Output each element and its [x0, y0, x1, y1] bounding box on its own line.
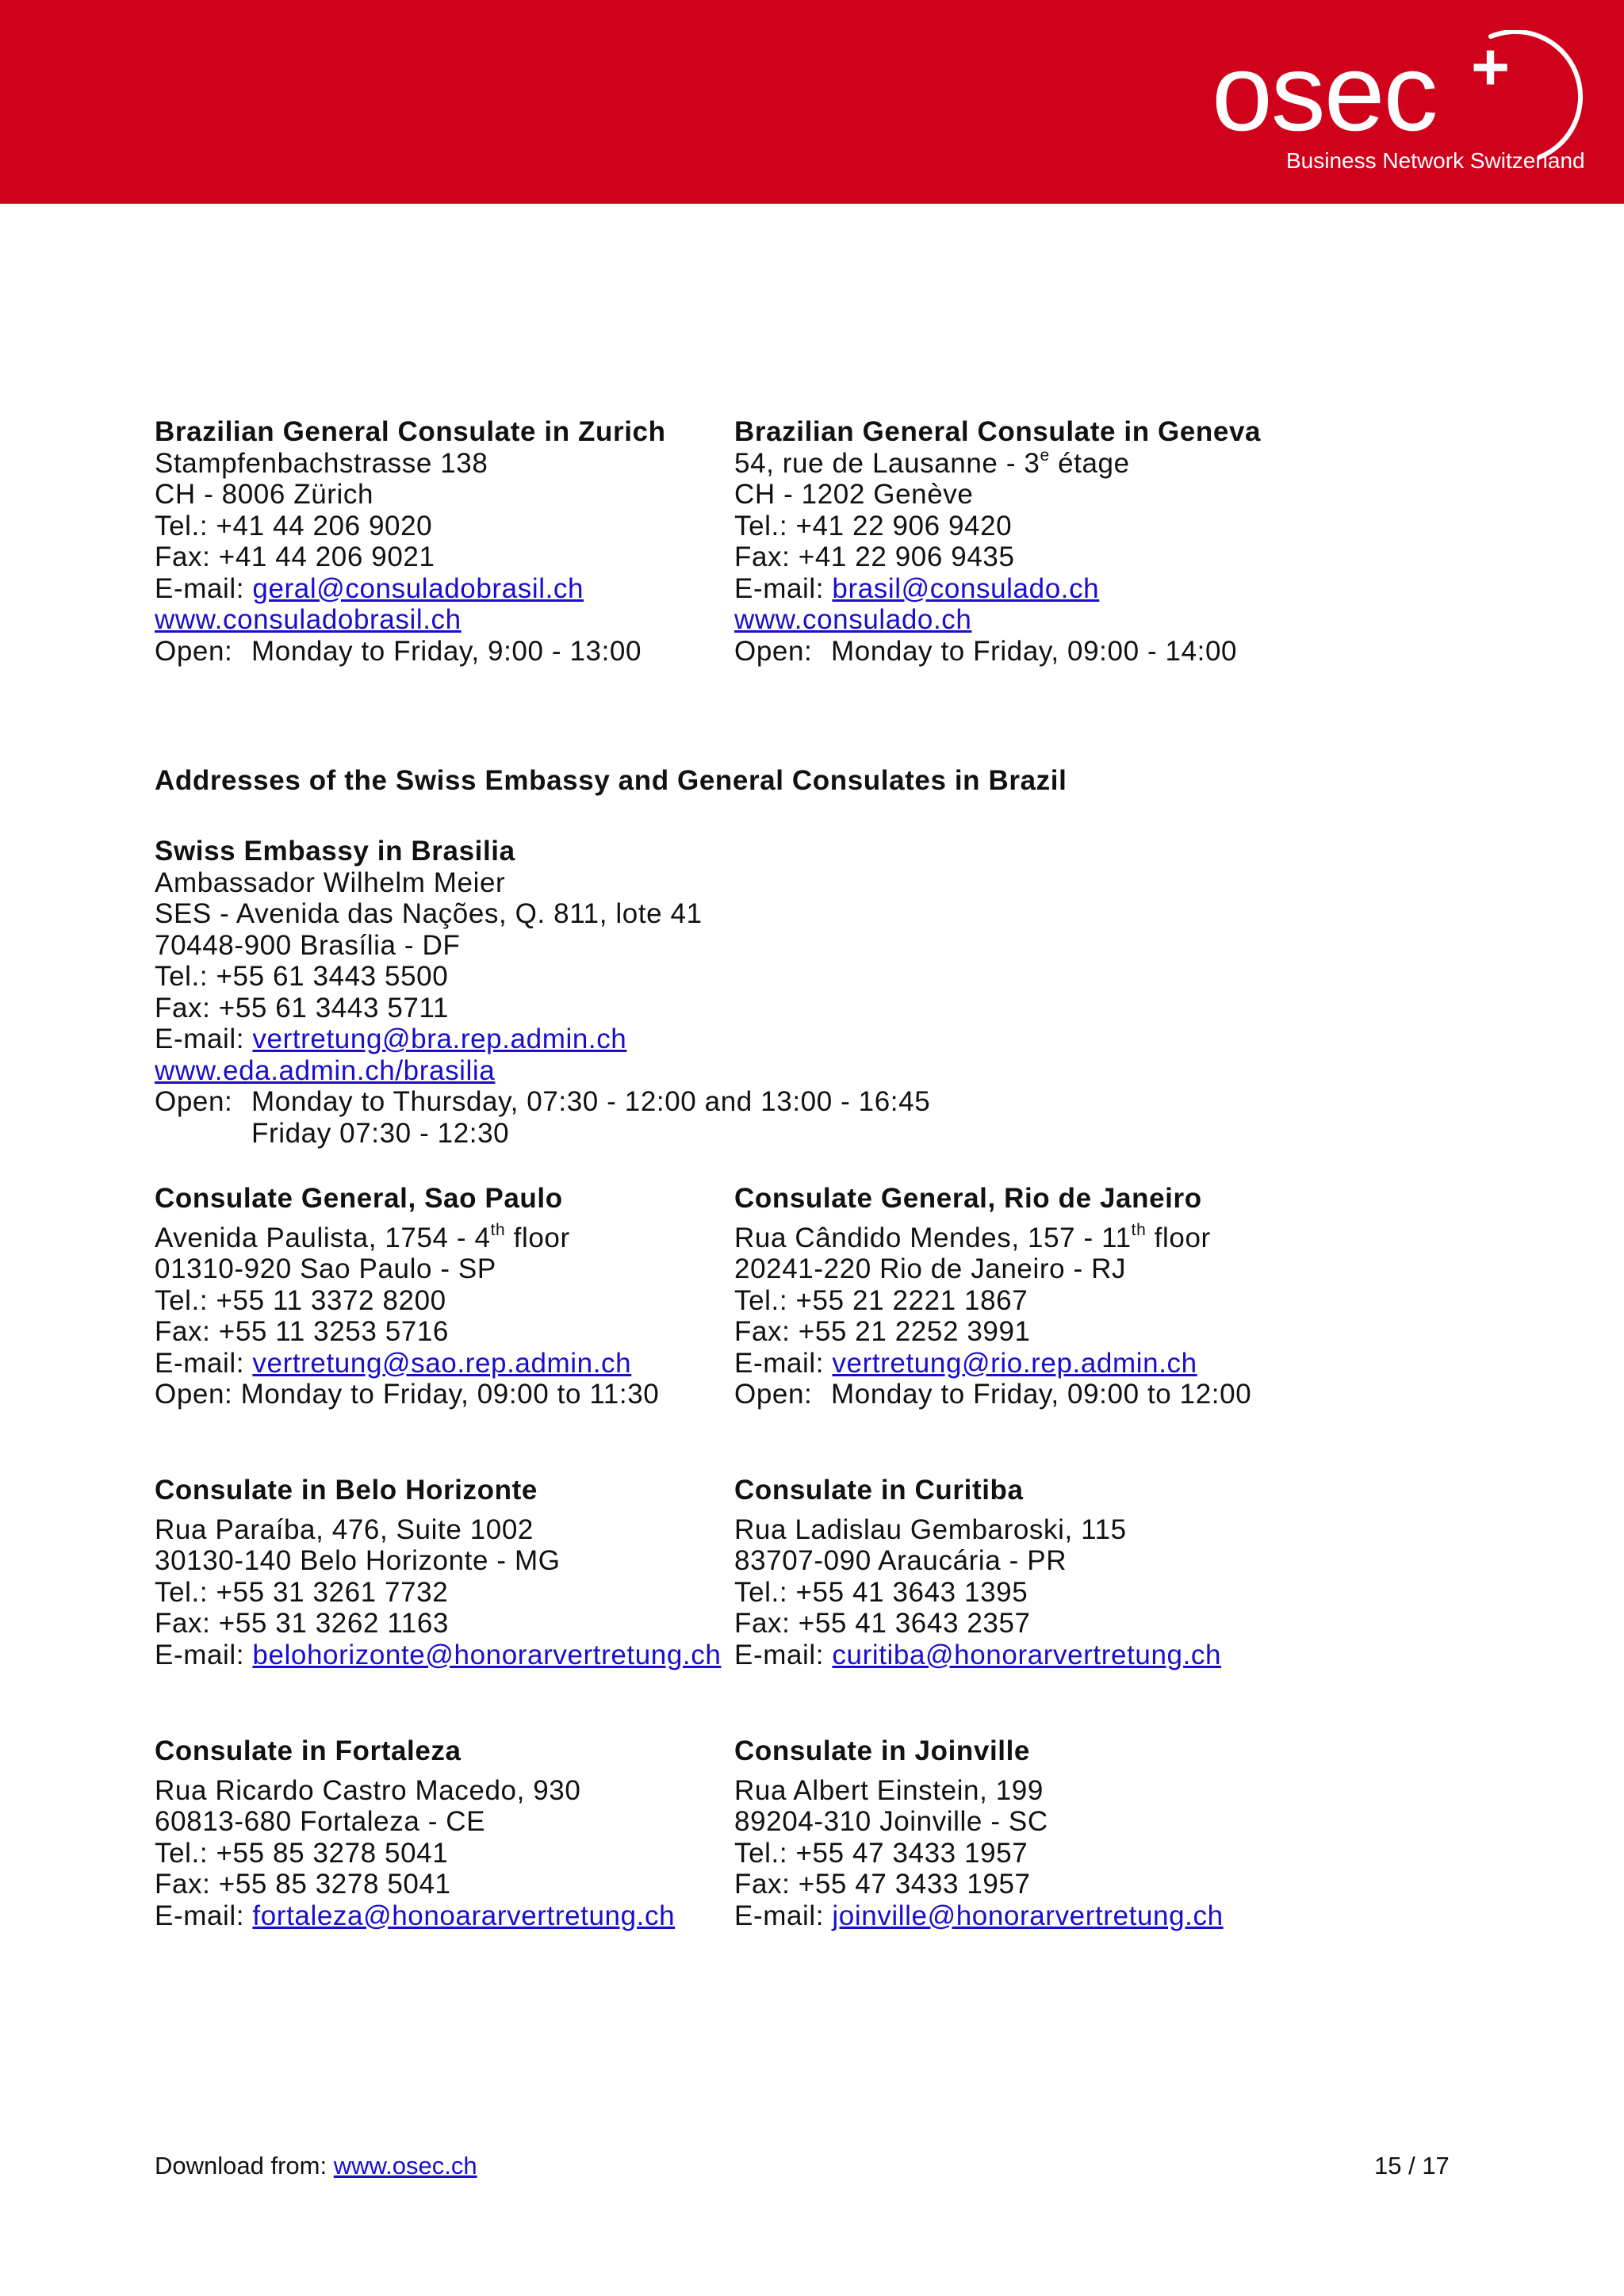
email-link[interactable]: geral@consuladobrasil.ch — [252, 572, 584, 604]
email-row — [155, 1900, 675, 1932]
email-row — [155, 573, 666, 605]
city: 20241-220 Rio de Janeiro - RJ — [734, 1253, 1127, 1284]
consulate-sao-paulo — [155, 1183, 659, 1410]
email-label: E-mail: — [734, 1347, 833, 1379]
open-row — [734, 1379, 1251, 1410]
tel: Tel.: +55 61 3443 5500 — [155, 961, 449, 992]
consulate-title: Brazilian General Consulate in Geneva — [734, 416, 1262, 447]
email-label: E-mail: — [155, 1639, 253, 1670]
fax: Fax: +55 11 3253 5716 — [155, 1316, 449, 1347]
open-row — [734, 636, 1261, 668]
embassy-brasilia — [155, 836, 930, 1149]
street: Rua Albert Einstein, 199 — [734, 1774, 1044, 1806]
consulate-title: Consulate in Belo Horizonte — [155, 1475, 538, 1506]
email-label: E-mail: — [155, 1347, 253, 1379]
street: 54, rue de Lausanne - 3e étage — [734, 446, 1130, 479]
city: 89204-310 Joinville - SC — [734, 1806, 1048, 1837]
consulate-title: Brazilian General Consulate in Zurich — [155, 416, 666, 447]
consulate-title: Consulate in Fortaleza — [155, 1735, 462, 1766]
email-row — [155, 1024, 930, 1055]
open-label: Open: — [155, 635, 233, 667]
email-link[interactable]: vertretung@rio.rep.admin.ch — [832, 1347, 1197, 1379]
section-title: Addresses of the Swiss Embassy and General Consulates in Brazil — [155, 765, 1067, 796]
website-link[interactable]: www.consuladobrasil.ch — [155, 604, 462, 635]
fax: Fax: +55 41 3643 2357 — [734, 1608, 1031, 1639]
fax: Fax: +55 47 3433 1957 — [734, 1869, 1031, 1900]
street: SES - Avenida das Nações, Q. 811, lote 41 — [155, 898, 703, 929]
fax: Fax: +55 61 3443 5711 — [155, 992, 449, 1024]
consulate-title: Consulate General, Rio de Janeiro — [734, 1183, 1202, 1214]
open-hours-friday: Friday 07:30 - 12:30 — [251, 1117, 510, 1149]
consulate-rio — [734, 1183, 1251, 1410]
open-line: Open: Monday to Friday, 09:00 to 11:30 — [155, 1379, 660, 1410]
consulate-zurich — [155, 416, 666, 667]
tel: Tel.: +41 22 906 9420 — [734, 510, 1013, 541]
email-label: E-mail: — [734, 1639, 833, 1670]
city: CH - 8006 Zürich — [155, 479, 374, 510]
logo-wordmark: osec — [1212, 32, 1437, 154]
email-label: E-mail: — [155, 572, 253, 604]
street: Avenida Paulista, 1754 - 4th floor — [155, 1220, 570, 1253]
email-row — [734, 1348, 1251, 1380]
open-hours: Monday to Friday, 09:00 to 12:00 — [831, 1379, 1252, 1410]
tel: Tel.: +55 85 3278 5041 — [155, 1837, 449, 1869]
open-label: Open: — [155, 1086, 233, 1117]
tel: Tel.: +55 21 2221 1867 — [734, 1284, 1028, 1316]
page-number: 15 / 17 — [1374, 2152, 1450, 2179]
consulate-joinville — [734, 1735, 1224, 1931]
email-link[interactable]: vertretung@sao.rep.admin.ch — [252, 1347, 632, 1379]
email-link[interactable]: vertretung@bra.rep.admin.ch — [252, 1024, 627, 1054]
header-banner — [0, 0, 1624, 204]
download-label: Download from: — [155, 2152, 334, 2179]
email-link[interactable]: fortaleza@honoararvertretung.ch — [252, 1900, 676, 1931]
fax: Fax: +55 31 3262 1163 — [155, 1608, 449, 1639]
email-link[interactable]: curitiba@honorarvertretung.ch — [832, 1639, 1222, 1670]
city: 60813-680 Fortaleza - CE — [155, 1806, 486, 1837]
tel: Tel.: +55 31 3261 7732 — [155, 1576, 449, 1608]
email-link[interactable]: belohorizonte@honorarvertretung.ch — [252, 1639, 722, 1670]
email-row — [734, 573, 1261, 605]
consulate-title: Consulate General, Sao Paulo — [155, 1183, 563, 1214]
consulate-curitiba — [734, 1475, 1221, 1670]
open-label: Open: — [734, 635, 813, 667]
website-link[interactable]: www.eda.admin.ch/brasilia — [155, 1054, 496, 1086]
open-label: Open: — [734, 1379, 813, 1410]
email-label: E-mail: — [155, 1024, 253, 1054]
tel: Tel.: +55 11 3372 8200 — [155, 1284, 446, 1316]
street: Stampfenbachstrasse 138 — [155, 447, 488, 479]
email-row — [155, 1640, 721, 1671]
email-row — [734, 1640, 1221, 1671]
website-link[interactable]: www.consulado.ch — [734, 604, 972, 635]
tel: Tel.: +41 44 206 9020 — [155, 510, 433, 541]
consulate-geneva — [734, 416, 1261, 667]
ambassador: Ambassador Wilhelm Meier — [155, 867, 506, 898]
open-row — [155, 1086, 930, 1118]
logo-tagline: Business Network Switzerland — [1286, 148, 1585, 173]
open-hours: Monday to Thursday, 07:30 - 12:00 and 13:00 - 16:45 — [251, 1086, 931, 1117]
consulate-fortaleza — [155, 1735, 675, 1931]
email-label: E-mail: — [734, 572, 833, 604]
street: Rua Ricardo Castro Macedo, 930 — [155, 1774, 581, 1806]
tel: Tel.: +55 41 3643 1395 — [734, 1576, 1028, 1608]
email-label: E-mail: — [734, 1900, 833, 1931]
email-row — [734, 1900, 1224, 1932]
download-link[interactable]: www.osec.ch — [333, 2152, 477, 2179]
city: 83707-090 Araucária - PR — [734, 1545, 1067, 1576]
embassy-title: Swiss Embassy in Brasilia — [155, 836, 515, 867]
email-label: E-mail: — [155, 1900, 253, 1931]
fax: Fax: +41 44 206 9021 — [155, 541, 435, 572]
logo-plus-icon: + — [1471, 29, 1511, 104]
open-row — [155, 636, 666, 668]
street: Rua Paraíba, 476, Suite 1002 — [155, 1513, 534, 1545]
street: Rua Cândido Mendes, 157 - 11th floor — [734, 1220, 1211, 1253]
city: 01310-920 Sao Paulo - SP — [155, 1253, 496, 1284]
consulate-title: Consulate in Joinville — [734, 1735, 1030, 1766]
footer-download — [155, 2152, 477, 2180]
email-link[interactable]: brasil@consulado.ch — [832, 572, 1100, 604]
fax: Fax: +41 22 906 9435 — [734, 541, 1015, 572]
city: 70448-900 Brasília - DF — [155, 929, 461, 961]
email-link[interactable]: joinville@honorarvertretung.ch — [832, 1900, 1224, 1931]
consulate-title: Consulate in Curitiba — [734, 1475, 1024, 1506]
open-hours: Monday to Friday, 09:00 - 14:00 — [831, 635, 1238, 667]
fax: Fax: +55 85 3278 5041 — [155, 1869, 451, 1900]
city: 30130-140 Belo Horizonte - MG — [155, 1545, 561, 1576]
consulate-belo-horizonte — [155, 1475, 721, 1670]
email-row — [155, 1348, 659, 1380]
fax: Fax: +55 21 2252 3991 — [734, 1316, 1031, 1347]
open-hours: Monday to Friday, 9:00 - 13:00 — [251, 635, 642, 667]
tel: Tel.: +55 47 3433 1957 — [734, 1837, 1028, 1869]
street: Rua Ladislau Gembaroski, 115 — [734, 1513, 1127, 1545]
city: CH - 1202 Genève — [734, 479, 974, 510]
